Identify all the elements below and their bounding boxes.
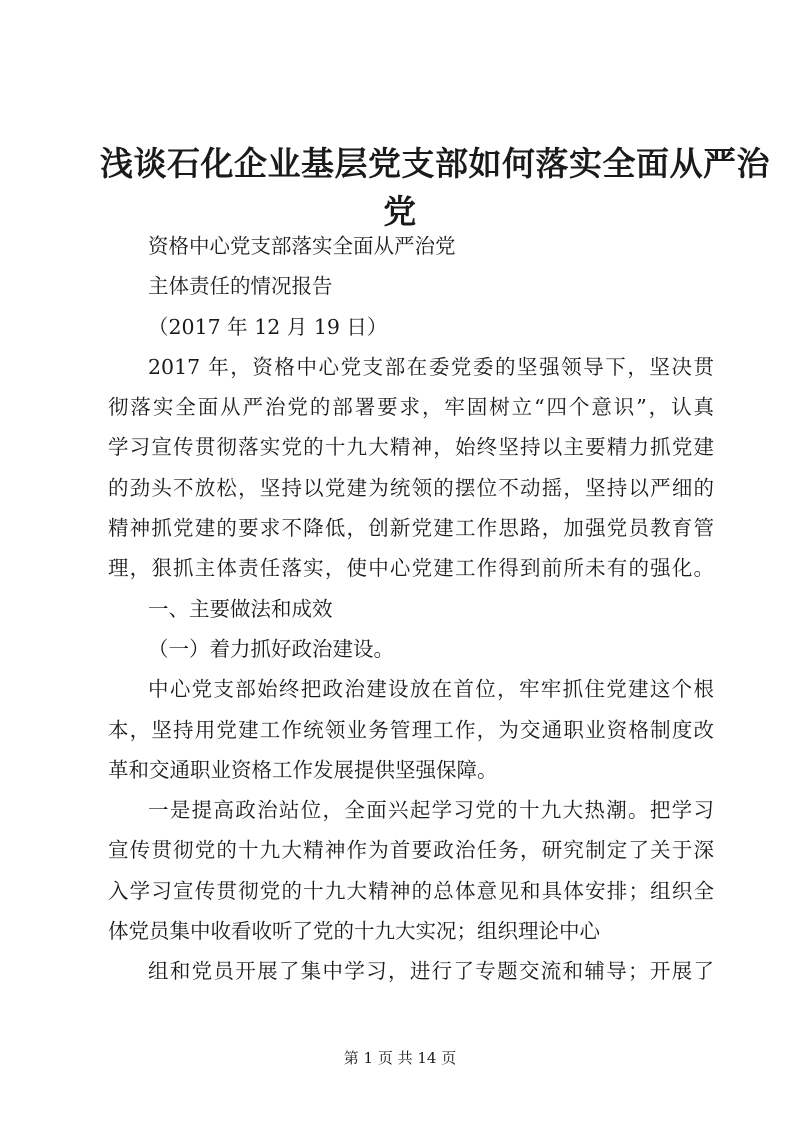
paragraph-political-building — [108, 669, 714, 790]
document-body — [108, 226, 714, 992]
paragraph-group-study — [108, 951, 714, 991]
page-footer — [0, 1048, 800, 1068]
title-line-2: 党 — [383, 192, 417, 231]
document-title — [100, 140, 770, 236]
paragraph-line: 精神抓党建的要求不降低，创新党建工作思路，加强党员教育管 — [108, 516, 714, 541]
paragraph-intro — [108, 347, 714, 589]
subsection-heading: （一）着力抓好政治建设。 — [148, 636, 394, 661]
paragraph-line: 宣传贯彻党的十九大精神作为首要政治任务，研究制定了关于深 — [108, 838, 714, 863]
page-number: 第 1 页 共 14 页 — [343, 1049, 457, 1067]
paragraph-line: 的劲头不放松，坚持以党建为统领的摆位不动摇，坚持以严细的 — [108, 475, 714, 500]
paragraph-line: 革和交通职业资格工作发展提供坚强保障。 — [108, 757, 498, 782]
paragraph-line: 彻落实全面从严治党的部署要求，牢固树立“四个意识”，认真 — [108, 395, 714, 420]
subtitle-line-1: 资格中心党支部落实全面从严治党 — [148, 234, 456, 258]
report-date: （2017 年 12 月 19 日） — [148, 314, 388, 339]
section-heading: 一、主要做法和成效 — [148, 596, 333, 621]
subtitle-line-2: 主体责任的情况报告 — [148, 274, 333, 299]
paragraph-line: 本，坚持用党建工作统领业务管理工作，为交通职业资格制度改 — [108, 717, 714, 742]
paragraph-line: 入学习宣传贯彻党的十九大精神的总体意见和具体安排；组织全 — [108, 878, 714, 903]
paragraph-line: 2017 年，资格中心党支部在委党委的坚强领导下，坚决贯 — [148, 354, 714, 379]
paragraph-line: 理，狠抓主体责任落实，使中心党建工作得到前所未有的强化。 — [108, 556, 714, 581]
paragraph-line: 组和党员开展了集中学习，进行了专题交流和辅导；开展了 — [148, 959, 714, 984]
paragraph-line: 学习宣传贯彻落实党的十九大精神，始终坚持以主要精力抓党建 — [108, 435, 714, 460]
paragraph-line: 中心党支部始终把政治建设放在首位，牢牢抓住党建这个根 — [148, 677, 714, 702]
paragraph-line: 体党员集中收看收听了党的十九大实况；组织理论中心 — [108, 919, 600, 944]
paragraph-study-congress — [108, 790, 714, 951]
paragraph-line: 一是提高政治站位，全面兴起学习党的十九大热潮。把学习 — [148, 798, 714, 823]
title-line-1: 浅谈石化企业基层党支部如何落实全面从严治 — [100, 144, 770, 183]
